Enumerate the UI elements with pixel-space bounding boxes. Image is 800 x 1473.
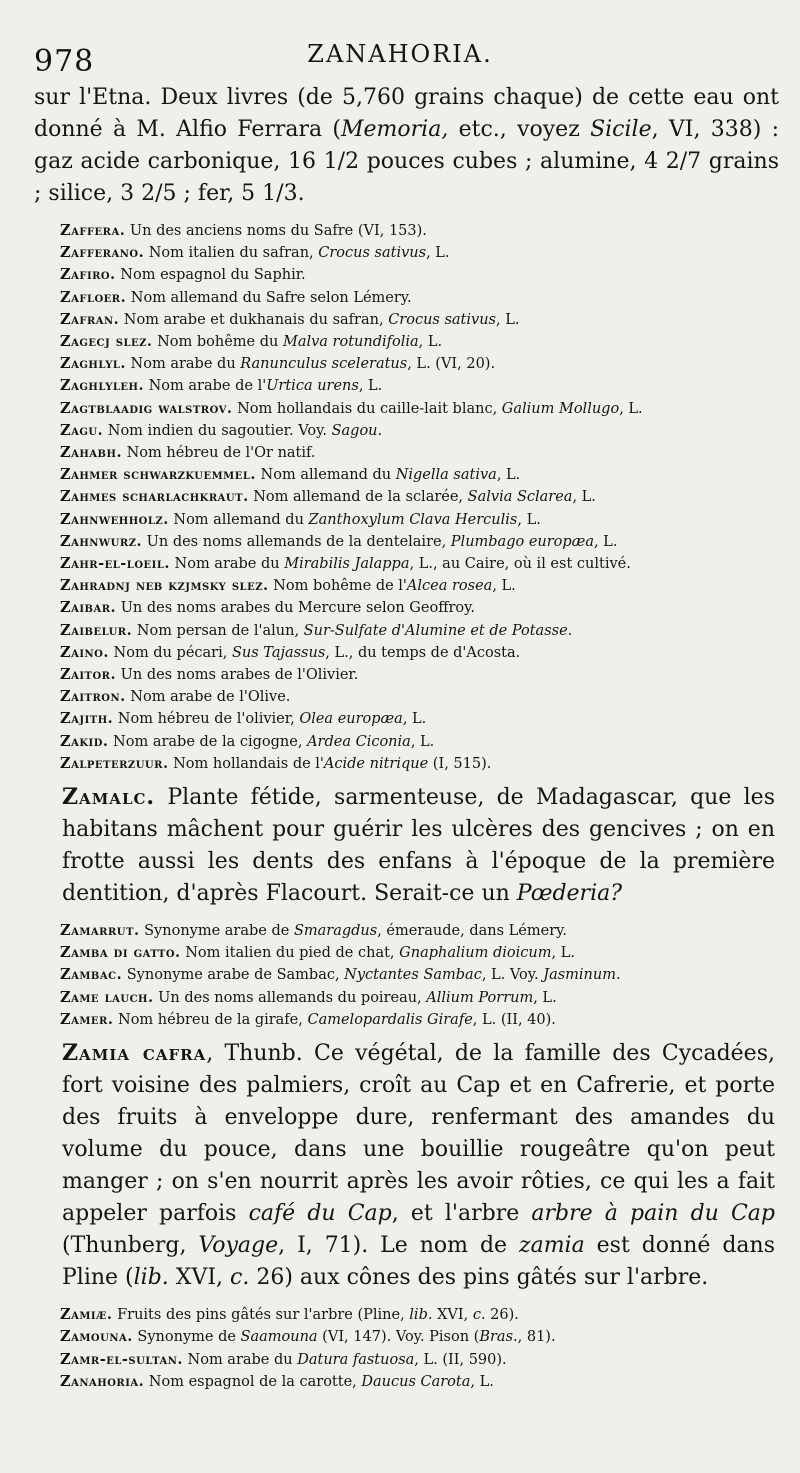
headword: Zaitron.: [60, 688, 126, 706]
headword: Zafran.: [60, 310, 120, 328]
entry-text: , L.: [358, 378, 383, 395]
entry-italic: Sagou.: [331, 422, 383, 439]
entry-text: (I, 515).: [428, 755, 492, 772]
entry-text: , L., du temps de d'Acosta.: [325, 644, 521, 661]
dictionary-entry: [60, 486, 775, 508]
dictionary-entry: [60, 1371, 775, 1393]
entry-text: Nom arabe et dukhanais du safran,: [119, 311, 389, 328]
entry-italic: Salvia Sclarea: [467, 489, 573, 506]
dictionary-entry: [60, 464, 775, 486]
entry-text: Nom persan de l'alun,: [132, 622, 304, 639]
entry-text: Synonyme de: [132, 1329, 241, 1346]
headword: Zamba di gatto.: [60, 944, 181, 962]
headword: Zagecj slez.: [60, 333, 153, 351]
intro-italic: Memoria,: [341, 117, 449, 142]
entry-italic: Acide nitrique: [323, 755, 429, 772]
headword: Zaghlyl.: [60, 355, 126, 373]
entry-text: Nom espagnol de la carotte,: [144, 1373, 362, 1390]
zamia-paragraph: [62, 1037, 775, 1294]
dictionary-entry: [60, 1349, 775, 1371]
entry-text: , L. (VI, 20).: [407, 356, 496, 373]
entry-italic: Daucus Carota: [361, 1373, 471, 1390]
entry-text: , L.: [517, 511, 541, 528]
entry-text: , L.: [593, 533, 618, 550]
entry-text: Nom espagnol du Saphir.: [115, 267, 306, 284]
entry-italic: Olea europæa: [299, 711, 403, 728]
entry-text: , L.: [402, 711, 427, 728]
dictionary-entry: [60, 597, 775, 619]
entry-text: Synonyme arabe de: [139, 923, 294, 940]
entry-italic: zamia: [518, 1233, 585, 1259]
dictionary-entry: [60, 331, 775, 353]
entry-text: Synonyme arabe de Sambac,: [122, 967, 345, 984]
entry-italic: Mirabilis Jalappa: [284, 556, 410, 573]
running-title: ZANAHORIA.: [307, 40, 493, 68]
headword: Zakid.: [60, 732, 109, 750]
dictionary-entry: [60, 731, 775, 753]
entry-italic: Sur-Sulfate d'Alumine et de Potasse.: [303, 622, 573, 639]
headword: Zalpeterzuur.: [60, 754, 169, 772]
headword: Zahradnj neb kzjmsky slez.: [60, 577, 269, 595]
entry-text: Nom bohême de l': [268, 578, 407, 595]
entry-text: Fruits des pins gâtés sur l'arbre (Pline,: [112, 1307, 410, 1324]
dictionary-entry: [60, 553, 775, 575]
entry-text: , L.: [619, 400, 643, 417]
entry-text: Nom allemand de la sclarée,: [248, 489, 468, 506]
entry-text: , émeraude, dans Lémery.: [377, 923, 568, 940]
headword: Zafiro.: [60, 266, 116, 284]
entry-text: Nom hébreu de la girafe,: [113, 1011, 308, 1028]
entry-italic: Jasminum.: [543, 967, 621, 984]
headword: Zamouna.: [60, 1328, 133, 1346]
entry-text: Nom italien du pied de chat,: [180, 945, 400, 962]
entry-text: Nom arabe de l'Olive.: [125, 689, 291, 706]
headword: Zafloer.: [60, 288, 127, 306]
headword: Zamarrut.: [60, 922, 140, 940]
headword: Zaitor.: [60, 666, 117, 684]
headword: Zamr-el-sultan.: [60, 1350, 183, 1368]
entry-italic: Malva rotundifolia: [282, 334, 419, 351]
entry-italic: lib.: [133, 1265, 169, 1291]
headword: Zagtblaadig walstrov.: [60, 399, 233, 417]
entry-text: , L.: [410, 733, 435, 750]
entry-text: Un des anciens noms du Safre (VI, 153).: [125, 223, 427, 239]
dictionary-entry: [60, 509, 775, 531]
headword: Zaino.: [60, 643, 109, 661]
entry-text: Nom bohême du: [152, 334, 283, 351]
entry-text: , L.: [418, 334, 443, 351]
entry-text: , L., au Caire, où il est cultivé.: [409, 556, 631, 573]
headword: Zafferano.: [60, 244, 145, 262]
entry-italic: c.: [230, 1265, 250, 1291]
headword: Zamer.: [60, 1010, 114, 1028]
entry-text: Nom indien du sagoutier. Voy.: [103, 422, 332, 439]
entry-italic: Nigella sativa: [395, 467, 497, 484]
entry-text: Nom allemand du: [168, 511, 309, 528]
page-number: 978: [34, 44, 95, 79]
headword: Zamiæ.: [60, 1306, 113, 1324]
entry-italic: arbre à pain du Cap: [531, 1201, 776, 1227]
intro-text: , VI, 338) : gaz acide carbonique, 16 1/2 pouces cubes ; alumine, 4 2/7 grains ; silice, 3 2/5 ; fer, 5 1/3.: [34, 117, 780, 206]
headword: Zamia cafra: [62, 1040, 207, 1067]
entry-text: 26).: [485, 1307, 519, 1324]
dictionary-entry: [60, 442, 775, 464]
entry-text: , L. Voy.: [481, 967, 544, 984]
entry-italic: Crocus sativus: [388, 311, 496, 328]
entry-text: (VI, 147). Voy. Pison (: [317, 1329, 480, 1346]
headword: Zamalc.: [62, 784, 156, 811]
entry-text: , 81).: [517, 1329, 556, 1346]
dictionary-entry: [60, 353, 775, 375]
headword: Zanahoria.: [60, 1372, 145, 1390]
entry-text: , L.: [551, 945, 575, 962]
entry-italic: Bras.: [479, 1329, 518, 1346]
entry-italic: Nyctantes Sambac: [344, 967, 482, 984]
intro-text: sur l'Etna. Deux livres (de 5,760 grains chaque) de cette eau ont donné à M. Alfio Ferrara (: [34, 85, 779, 142]
dictionary-entry: [60, 664, 775, 686]
dictionary-entry: [60, 964, 775, 986]
entry-text: Un des noms allemands du poireau,: [153, 989, 427, 1006]
dictionary-entry: [60, 375, 775, 397]
entry-italic: c.: [472, 1307, 486, 1324]
headword: Zaibelur.: [60, 621, 133, 639]
headword: Zame lauch.: [60, 988, 154, 1006]
headword: Zahr-el-loeil.: [60, 555, 170, 573]
entry-text: Nom hollandais de l': [168, 755, 324, 772]
entry-text: Nom hollandais du caille-lait blanc,: [232, 400, 502, 417]
entry-text: XVI,: [432, 1307, 473, 1324]
page-header: [34, 40, 766, 80]
entry-text: Nom arabe de la cigogne,: [108, 733, 308, 750]
entry-text: , L.: [495, 311, 520, 328]
headword: Zahnwehholz.: [60, 510, 169, 528]
entry-list: [60, 220, 775, 775]
entry-text: , L.: [492, 578, 516, 595]
entry-text: Nom arabe du: [125, 356, 241, 373]
entry-text: Nom italien du safran,: [144, 245, 319, 262]
entry-italic: Gnaphalium dioicum: [399, 945, 552, 962]
dictionary-entry: [60, 920, 775, 942]
dictionary-entry: [60, 753, 775, 775]
entry-italic: Crocus sativus: [318, 245, 427, 262]
entry-list: [60, 1304, 775, 1393]
headword: Zahabh.: [60, 444, 122, 462]
entry-text: est donné dans Pline (: [62, 1233, 775, 1291]
dictionary-entry: [60, 708, 775, 730]
entry-text: XVI,: [168, 1265, 231, 1291]
entry-italic: Zanthoxylum Clava Herculis: [308, 511, 518, 528]
zamalc-paragraph: [62, 781, 775, 910]
entry-italic: Datura fastuosa: [297, 1351, 415, 1368]
intro-text: etc., voyez: [448, 117, 591, 142]
headword: Zajith.: [60, 710, 114, 728]
entry-list: [60, 920, 775, 1031]
dictionary-entry: [60, 220, 775, 242]
entry-text: , L. (II, 40).: [472, 1011, 556, 1028]
dictionary-entry: [60, 987, 775, 1009]
entry-italic: Alcea rosea: [406, 578, 493, 595]
entry-text: Nom hébreu de l'Or natif.: [122, 445, 316, 462]
entry-text: (Thunberg,: [62, 1233, 199, 1259]
entry-italic: café du Cap: [248, 1201, 392, 1227]
entry-text: , et l'arbre: [391, 1201, 532, 1227]
entry-text: Nom arabe du: [169, 556, 285, 573]
dictionary-entry: [60, 942, 775, 964]
entry-text: , L.: [496, 467, 521, 484]
entry-text: 26) aux cônes des pins gâtés sur l'arbre.: [249, 1265, 709, 1291]
entry-text: Nom allemand du: [255, 467, 396, 484]
headword: Zahmer schwarzkuemmel.: [60, 466, 256, 484]
entry-text: , L. (II, 590).: [414, 1351, 507, 1368]
entry-italic: Ardea Ciconia: [307, 733, 411, 750]
entry-italic: Sus Tajassus: [231, 644, 326, 661]
dictionary-entry: [60, 264, 775, 286]
entry-text: , Thunb. Ce végétal, de la famille des Cycadées, fort voisine des palmiers, croît au Cap et en Cafrerie, et porte des fruits à enveloppe dure, renfermant des amandes du volume du pouce, dans une bouillie rougeâtre qu'on peut manger ; on s'en nourrit après les avoir rôties, ce qui les a fait appeler parfois: [62, 1041, 775, 1227]
dictionary-entry: [60, 575, 775, 597]
dictionary-entry: [60, 242, 775, 264]
entry-italic: Saamouna: [240, 1329, 318, 1346]
headword: Zahnwurz.: [60, 532, 143, 550]
entry-italic: Smaragdus: [293, 923, 378, 940]
entry-text: Nom arabe du: [182, 1351, 298, 1368]
entry-text: Nom du pécari,: [108, 644, 232, 661]
dictionary-entry: [60, 1326, 775, 1348]
page-body: [34, 82, 780, 1397]
dictionary-entry: [60, 620, 775, 642]
entry-italic: Camelopardalis Girafe: [307, 1011, 473, 1028]
entry-italic: Ranunculus sceleratus: [240, 356, 408, 373]
intro-paragraph: [34, 82, 779, 210]
entry-italic: Allium Porrum: [426, 989, 534, 1006]
headword: Zahmes scharlachkraut.: [60, 488, 249, 506]
dictionary-entry: [60, 420, 775, 442]
entry-italic: Pœderia?: [516, 881, 623, 907]
entry-text: , L.: [426, 245, 450, 262]
headword: Zaghlyleh.: [60, 377, 145, 395]
dictionary-entry: [60, 1304, 775, 1326]
headword: Zambac.: [60, 966, 123, 984]
entry-italic: lib.: [409, 1307, 433, 1324]
entry-text: Plante fétide, sarmenteuse, de Madagascar, que les habitans mâchent pour guérir les ulcères des gencives ; on en frotte aussi les dents des enfans à l'époque de la première dentition, d'après Flacourt. Serait-ce un: [62, 785, 775, 907]
headword: Zaffera.: [60, 222, 126, 239]
dictionary-entry: [60, 1009, 775, 1031]
dictionary-entry: [60, 642, 775, 664]
dictionary-entry: [60, 686, 775, 708]
headword: Zagu.: [60, 421, 104, 439]
entry-text: Un des noms arabes de l'Olivier.: [116, 667, 359, 684]
dictionary-entry: [60, 398, 775, 420]
entry-text: , L.: [572, 489, 596, 506]
dictionary-entry: [60, 287, 775, 309]
entry-text: Nom arabe de l': [144, 378, 267, 395]
entry-text: Nom allemand du Safre selon Lémery.: [126, 289, 412, 306]
entry-text: Un des noms allemands de la dentelaire,: [142, 533, 451, 550]
entry-text: Un des noms arabes du Mercure selon Geoffroy.: [116, 600, 476, 617]
entry-text: , L.: [533, 989, 557, 1006]
entry-italic: Plumbago europæa: [450, 533, 594, 550]
dictionary-entry: [60, 309, 775, 331]
entry-italic: Urtica urens: [266, 378, 359, 395]
intro-italic: Sicile: [590, 117, 652, 142]
entry-text: , L.: [470, 1373, 494, 1390]
dictionary-entry: [60, 531, 775, 553]
entry-italic: Galium Mollugo: [501, 400, 620, 417]
entry-italic: Voyage: [198, 1233, 279, 1259]
headword: Zaibar.: [60, 599, 117, 617]
entry-text: Nom hébreu de l'olivier,: [113, 711, 300, 728]
entry-text: , I, 71). Le nom de: [278, 1233, 519, 1259]
